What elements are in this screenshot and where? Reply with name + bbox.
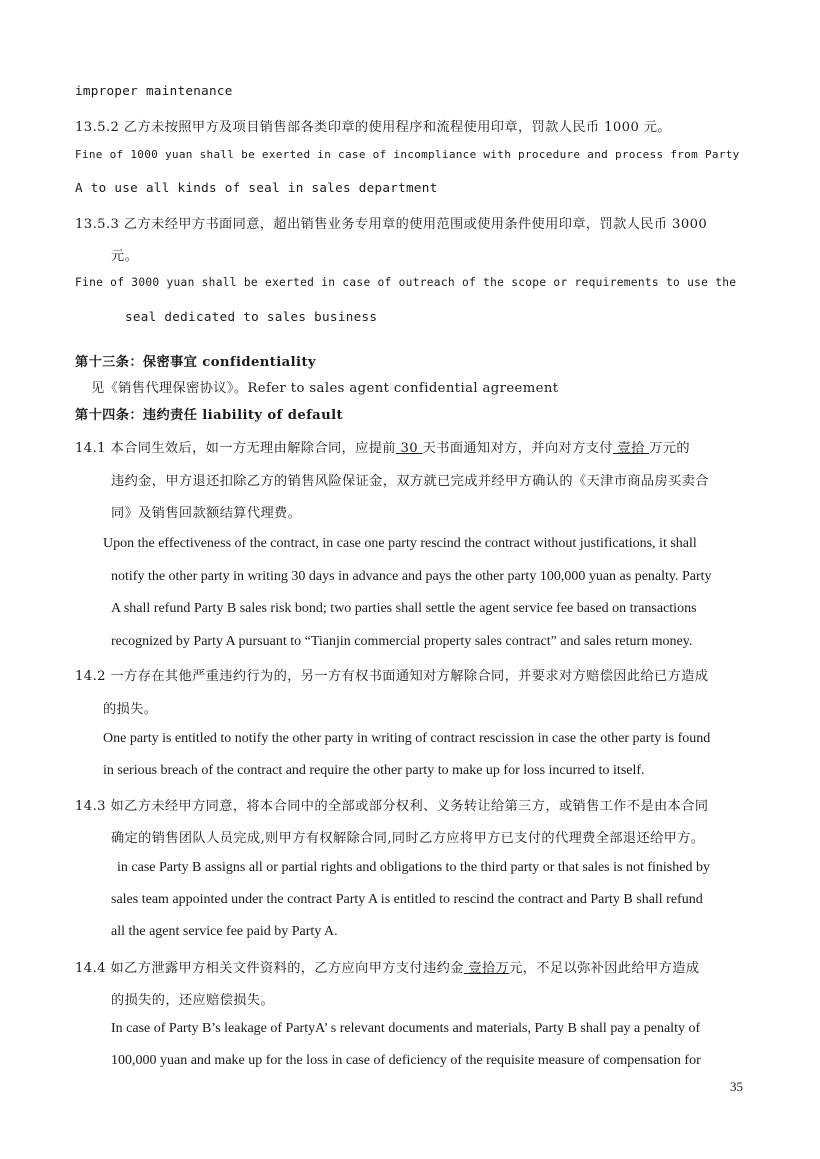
text-line: Fine of 3000 yuan shall be exerted in case of outreach of the scope or requirements to use the xyxy=(75,276,737,289)
text-line: 同》及销售回款额结算代理费。 xyxy=(111,506,302,521)
text-line: Upon the effectiveness of the contract, in case one party rescind the contract without justifications, it shall xyxy=(103,536,697,551)
clause-14-1 xyxy=(75,437,690,456)
text-line: recognized by Party A pursuant to “Tianjin commercial property sales contract” and sales return money. xyxy=(111,634,693,649)
text-segment: 14.4 如乙方泄露甲方相关文件资料的，乙方应向甲方支付违约金 xyxy=(75,961,464,976)
clause-13-5-2: 13.5.2 乙方未按照甲方及项目销售部各类印章的使用程序和流程使用印章，罚款人民币 1000 元。 xyxy=(75,120,672,135)
text-segment: 万元的 xyxy=(649,441,691,456)
text-segment: 天书面通知对方，并向对方支付 xyxy=(422,441,613,456)
page-number: 35 xyxy=(730,1079,743,1094)
text-line: seal dedicated to sales business xyxy=(125,309,378,324)
underlined-amount: 壹拾 xyxy=(612,441,650,456)
text-line: 确定的销售团队人员完成,则甲方有权解除合同,同时乙方应将甲方已支付的代理费全部退还给甲方。 xyxy=(111,831,705,846)
article-14-heading: 第十四条：违约责任 liability of default xyxy=(75,408,344,423)
text-line: In case of Party B’s leakage of PartyA’ s relevant documents and materials, Party B shall pay a penalty of xyxy=(111,1021,701,1036)
clause-14-3: 14.3 如乙方未经甲方同意，将本合同中的全部或部分权利、义务转让给第三方，或销售工作不是由本合同 xyxy=(75,799,709,814)
text-line: 的损失。 xyxy=(103,702,158,717)
text-line: 100,000 yuan and make up for the loss in case of deficiency of the requisite measure of compensation for xyxy=(111,1053,701,1068)
text-line: A to use all kinds of seal in sales department xyxy=(75,180,438,195)
text-line: 元。 xyxy=(111,249,139,264)
text-line: notify the other party in writing 30 days in advance and pays the other party 100,000 yuan as penalty. Party xyxy=(111,569,712,584)
text-line: A shall refund Party B sales risk bond; two parties shall settle the agent service fee based on transactions xyxy=(111,601,697,616)
text-line: improper maintenance xyxy=(75,83,233,98)
clause-13-5-3: 13.5.3 乙方未经甲方书面同意，超出销售业务专用章的使用范围或使用条件使用印章，罚款人民币 3000 xyxy=(75,217,708,232)
text-segment: 元，不足以弥补因此给甲方造成 xyxy=(509,961,700,976)
text-line: in serious breach of the contract and require the other party to make up for loss incurred to itself. xyxy=(103,763,645,778)
text-line: One party is entitled to notify the other party in writing of contract rescission in case the other party is found xyxy=(103,731,711,746)
text-line: all the agent service fee paid by Party A. xyxy=(111,924,338,939)
text-line: in case Party B assigns all or partial rights and obligations to the third party or that sales is not finished by xyxy=(117,860,710,875)
text-line: 违约金，甲方退还扣除乙方的销售风险保证金，双方就已完成并经甲方确认的《天津市商品房买卖合 xyxy=(111,474,709,489)
text-line: 见《销售代理保密协议》。Refer to sales agent confidential agreement xyxy=(91,381,559,396)
underlined-days: 30 xyxy=(395,441,423,456)
article-13-heading: 第十三条：保密事宜 confidentiality xyxy=(75,355,316,370)
clause-14-2: 14.2 一方存在其他严重违约行为的，另一方有权书面通知对方解除合同，并要求对方赔偿因此给已方造成 xyxy=(75,669,709,684)
text-line: Fine of 1000 yuan shall be exerted in case of incompliance with procedure and process from Party xyxy=(75,148,740,161)
text-line: 的损失的，还应赔偿损失。 xyxy=(111,993,275,1008)
text-line: sales team appointed under the contract Party A is entitled to rescind the contract and Party B shall refund xyxy=(111,892,703,907)
underlined-amount: 壹拾万 xyxy=(463,961,510,976)
text-segment: 14.1 本合同生效后，如一方无理由解除合同，应提前 xyxy=(75,441,396,456)
clause-14-4 xyxy=(75,957,699,976)
